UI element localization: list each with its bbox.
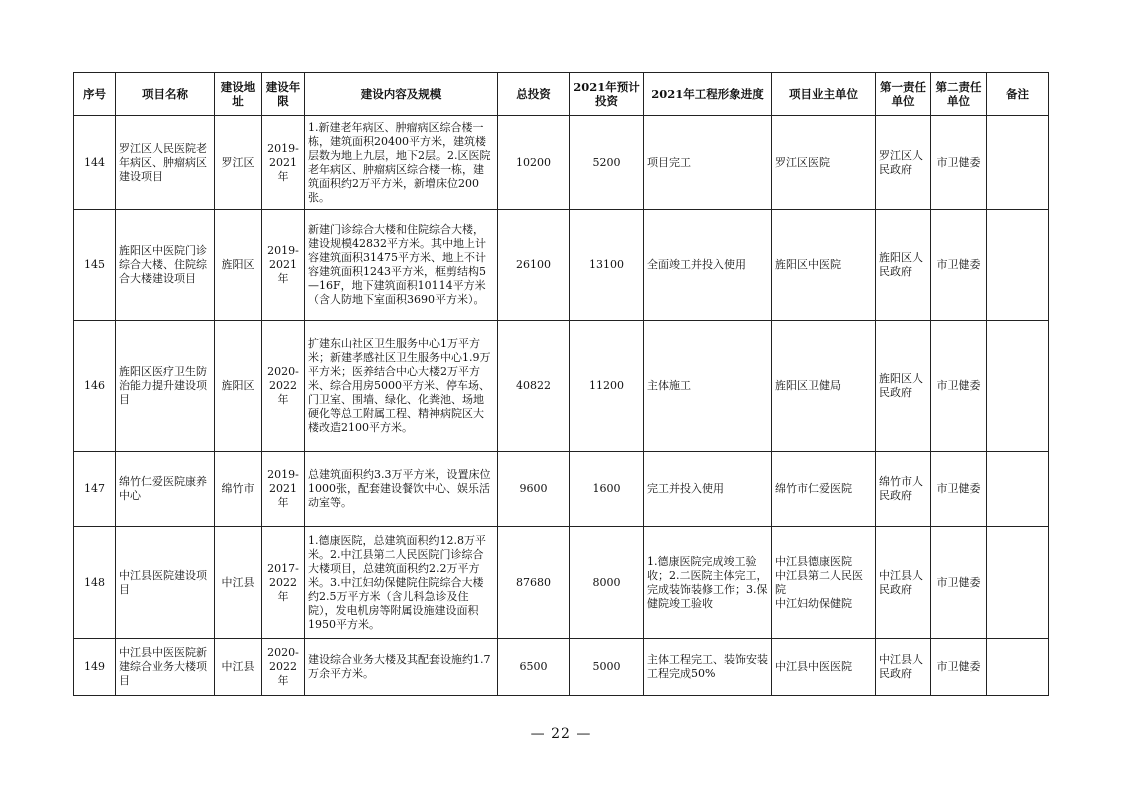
cell-location: 绵竹市: [215, 452, 262, 527]
cell-progress: 全面竣工并投入使用: [644, 210, 772, 321]
cell-total: 40822: [498, 321, 570, 452]
cell-progress: 主体工程完工、装饰安装工程完成50%: [644, 639, 772, 696]
cell-progress: 主体施工: [644, 321, 772, 452]
cell-period: 2019-2021年: [262, 210, 305, 321]
cell-total: 87680: [498, 527, 570, 639]
header-name: 项目名称: [116, 73, 215, 116]
table-row: [74, 452, 1049, 527]
cell-note: [987, 639, 1049, 696]
cell-resp2: 市卫健委: [931, 452, 987, 527]
cell-total: 26100: [498, 210, 570, 321]
table-row: [74, 210, 1049, 321]
cell-seq: 147: [74, 452, 116, 527]
header-progress: 2021年工程形象进度: [644, 73, 772, 116]
cell-location: 中江县: [215, 639, 262, 696]
cell-resp1: 旌阳区人民政府: [876, 321, 931, 452]
cell-resp1: 绵竹市人民政府: [876, 452, 931, 527]
table-row: [74, 639, 1049, 696]
cell-name: 罗江区人民医院老年病区、肿瘤病区建设项目: [116, 116, 215, 210]
table-row: [74, 321, 1049, 452]
cell-period: 2020-2022年: [262, 321, 305, 452]
header-location: 建设地址: [215, 73, 262, 116]
project-table: [73, 72, 1049, 696]
cell-resp2: 市卫健委: [931, 321, 987, 452]
cell-owner: 中江县中医医院: [772, 639, 876, 696]
cell-content: 总建筑面积约3.3万平方米，设置床位1000张，配套建设餐饮中心、娱乐活动室等。: [305, 452, 498, 527]
cell-location: 罗江区: [215, 116, 262, 210]
cell-resp1: 中江县人民政府: [876, 639, 931, 696]
cell-resp2: 市卫健委: [931, 116, 987, 210]
cell-note: [987, 116, 1049, 210]
table-row: [74, 116, 1049, 210]
cell-location: 旌阳区: [215, 210, 262, 321]
cell-owner: 旌阳区卫健局: [772, 321, 876, 452]
cell-total: 6500: [498, 639, 570, 696]
header-owner: 项目业主单位: [772, 73, 876, 116]
cell-period: 2019-2021年: [262, 116, 305, 210]
cell-plan2021: 13100: [570, 210, 644, 321]
cell-plan2021: 5200: [570, 116, 644, 210]
cell-name: 中江县医院建设项目: [116, 527, 215, 639]
cell-resp2: 市卫健委: [931, 210, 987, 321]
cell-note: [987, 321, 1049, 452]
cell-resp2: 市卫健委: [931, 527, 987, 639]
cell-progress: 完工并投入使用: [644, 452, 772, 527]
cell-name: 旌阳区中医院门诊综合大楼、住院综合大楼建设项目: [116, 210, 215, 321]
cell-content: 1.新建老年病区、肿瘤病区综合楼一栋，建筑面积20400平方米，建筑楼层数为地上九层，地下2层。2.区医院老年病区、肿瘤病区综合楼一栋，建筑面积约2万平方米，新增床位200张。: [305, 116, 498, 210]
cell-name: 中江县中医医院新建综合业务大楼项目: [116, 639, 215, 696]
cell-owner: 中江县德康医院 中江县第二人民医院 中江妇幼保健院: [772, 527, 876, 639]
cell-period: 2020-2022年: [262, 639, 305, 696]
cell-name: 旌阳区医疗卫生防治能力提升建设项目: [116, 321, 215, 452]
cell-total: 10200: [498, 116, 570, 210]
cell-note: [987, 452, 1049, 527]
header-seq: 序号: [74, 73, 116, 116]
cell-period: 2017-2022年: [262, 527, 305, 639]
header-plan2021: 2021年预计投资: [570, 73, 644, 116]
cell-content: 扩建东山社区卫生服务中心1万平方米；新建孝感社区卫生服务中心1.9万平方米；医养结合中心大楼2万平方米、综合用房5000平方米、停车场、门卫室、围墙、绿化、化粪池、场地硬化等总工附属工程、精神病院区大楼改造2100平方米。: [305, 321, 498, 452]
cell-resp2: 市卫健委: [931, 639, 987, 696]
header-period: 建设年限: [262, 73, 305, 116]
cell-resp1: 罗江区人民政府: [876, 116, 931, 210]
cell-owner: 旌阳区中医院: [772, 210, 876, 321]
header-resp1: 第一责任单位: [876, 73, 931, 116]
table-row: [74, 527, 1049, 639]
cell-owner: 绵竹市仁爱医院: [772, 452, 876, 527]
cell-name: 绵竹仁爱医院康养中心: [116, 452, 215, 527]
cell-location: 中江县: [215, 527, 262, 639]
cell-plan2021: 11200: [570, 321, 644, 452]
table-header-row: [74, 73, 1049, 116]
cell-seq: 146: [74, 321, 116, 452]
cell-seq: 148: [74, 527, 116, 639]
cell-seq: 149: [74, 639, 116, 696]
cell-note: [987, 210, 1049, 321]
cell-seq: 145: [74, 210, 116, 321]
cell-progress: 1.德康医院完成竣工验收；2.二医院主体完工，完成装饰装修工作；3.保健院竣工验收: [644, 527, 772, 639]
cell-resp1: 旌阳区人民政府: [876, 210, 931, 321]
cell-total: 9600: [498, 452, 570, 527]
header-total: 总投资: [498, 73, 570, 116]
header-resp2: 第二责任单位: [931, 73, 987, 116]
cell-plan2021: 8000: [570, 527, 644, 639]
page-number: — 22 —: [530, 726, 592, 742]
cell-resp1: 中江县人民政府: [876, 527, 931, 639]
cell-note: [987, 527, 1049, 639]
cell-content: 新建门诊综合大楼和住院综合大楼，建设规模42832平方米。其中地上计容建筑面积31475平方米、地上不计容建筑面积1243平方米，框剪结构5—16F，地下建筑面积10114平方米（含人防地下室面积3690平方米）。: [305, 210, 498, 321]
cell-plan2021: 1600: [570, 452, 644, 527]
cell-owner: 罗江区医院: [772, 116, 876, 210]
cell-seq: 144: [74, 116, 116, 210]
cell-progress: 项目完工: [644, 116, 772, 210]
cell-content: 建设综合业务大楼及其配套设施约1.7万余平方米。: [305, 639, 498, 696]
header-note: 备注: [987, 73, 1049, 116]
header-content: 建设内容及规模: [305, 73, 498, 116]
cell-plan2021: 5000: [570, 639, 644, 696]
cell-period: 2019-2021年: [262, 452, 305, 527]
cell-content: 1.德康医院，总建筑面积约12.8万平米。2.中江县第二人民医院门诊综合大楼项目，总建筑面积约2.2万平方米。3.中江妇幼保健院住院综合大楼约2.5万平方米（含儿科急诊及住院），发电机房等附属设施建设面积1950平方米。: [305, 527, 498, 639]
cell-location: 旌阳区: [215, 321, 262, 452]
